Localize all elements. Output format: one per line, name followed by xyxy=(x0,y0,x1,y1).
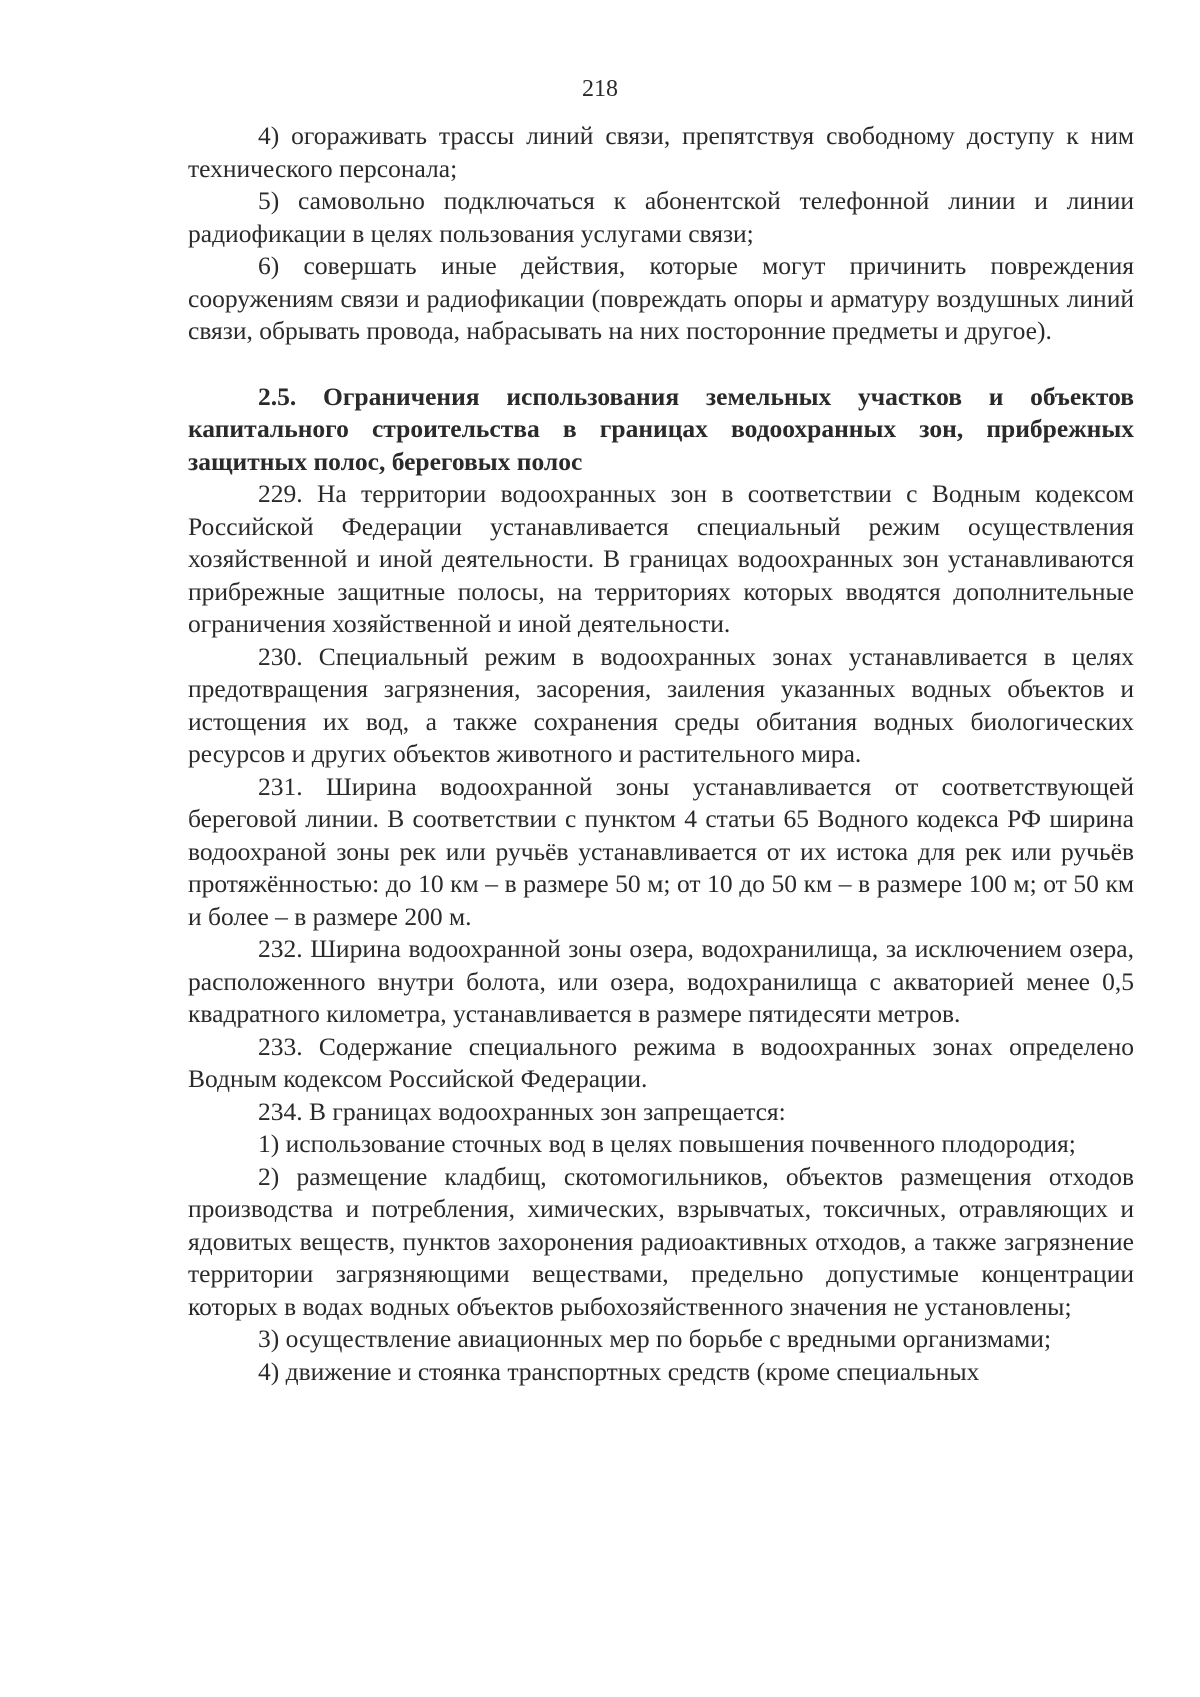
list-item: 4) огораживать трассы линий связи, препятствуя свободному доступу к ним технического персонала; xyxy=(188,121,1134,183)
paragraph: 229. На территории водоохранных зон в соответствии с Водным кодексом Российской Федерации устанавливается специальный режим осуществления хозяйственной и иной деятельности. В границах водоохранных зон устанавливаются прибрежные защитные полосы, на территориях которых вводятся дополнительные ограничения хозяйственной и иной деятельности. xyxy=(188,479,1134,638)
section-heading: 2.5. Ограничения использования земельных участков и объектов капитального строительства в границах водоохранных зон, прибрежных защитных полос, береговых полос xyxy=(188,381,1134,476)
paragraph: 234. В границах водоохранных зон запрещается: xyxy=(258,1096,786,1126)
list-item: 6) совершать иные действия, которые могут причинить повреждения сооружениям связи и радиофикации (повреждать опоры и арматуру воздушных линий связи, обрывать провода, набрасывать на них посторонние предметы и другое). xyxy=(188,251,1134,345)
list-item: 4) движение и стоянка транспортных средств (кроме специальных xyxy=(258,1356,980,1386)
list-item: 3) осуществление авиационных мер по борьбе с вредными организмами; xyxy=(258,1324,1052,1353)
paragraph: 230. Специальный режим в водоохранных зонах устанавливается в целях предотвращения загрязнения, засорения, заиления указанных водных объектов и истощения их вод, а также сохранения среды обитания водных биологических ресурсов и других объектов животного и растительного мира. xyxy=(188,641,1134,768)
list-item: 2) размещение кладбищ, скотомогильников, объектов размещения отходов производства и потребления, химических, взрывчатых, токсичных, отравляющих и ядовитых веществ, пунктов захоронения радиоактивных отходов, а также загрязнение территории загрязняющими веществами, предельно допустимые концентрации которых в водах водных объектов рыбохозяйственного значения не установлены; xyxy=(188,1161,1134,1321)
paragraph: 233. Содержание специального режима в водоохранных зонах определено Водным кодексом Российской Федерации. xyxy=(188,1031,1134,1093)
list-item: 5) самовольно подключаться к абонентской телефонной линии и линии радиофикации в целях пользования услугами связи; xyxy=(188,186,1134,248)
page-number: 218 xyxy=(582,76,618,102)
paragraph: 232. Ширина водоохранной зоны озера, водохранилища, за исключением озера, расположенного внутри болота, или озера, водохранилища с акваторией менее 0,5 квадратного километра, устанавливается в размере пятидесяти метров. xyxy=(188,934,1134,1028)
document-body xyxy=(188,120,1134,1388)
list-item: 1) использование сточных вод в целях повышения почвенного плодородия; xyxy=(258,1129,1076,1158)
paragraph: 231. Ширина водоохранной зоны устанавливается от соответствующей береговой линии. В соответствии с пунктом 4 статьи 65 Водного кодекса РФ ширина водоохраной зоны рек или ручьёв устанавливается от их истока для рек или ручьёв протяжённостью: до 10 км – в размере 50 м; от 10 до 50 км – в размере 100 м; от 50 км и более – в размере 200 м. xyxy=(188,771,1134,931)
